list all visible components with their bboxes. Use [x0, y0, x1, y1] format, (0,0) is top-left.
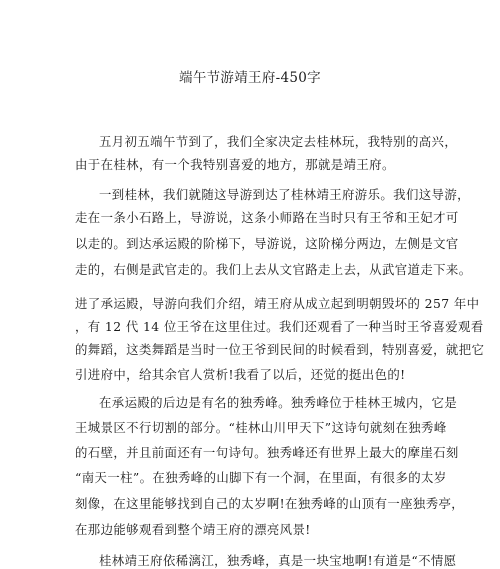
paragraph-4-line-6: 在那边能够观看到整个靖王府的漂亮风景!: [75, 522, 311, 537]
paragraph-2-line-1: 一到桂林，我们就随这导游到达了桂林靖王府游乐。我们这导游，: [99, 187, 470, 202]
paragraph-4-line-3: 的石壁，并且前面还有一句诗句。独秀峰还有世界上最大的摩崖石刻: [75, 445, 459, 460]
paragraph-4-line-5: 刻像，在这里能够找到自己的太岁啊!在独秀峰的山顶有一座独秀亭，: [75, 496, 465, 511]
paragraph-3-line-4: 引进府中，给其余官人赏析!我看了以后，还觉的挺出色的!: [75, 367, 406, 382]
paragraph-5-line-1: 桂林靖王府依稀漓江，独秀峰，真是一块宝地啊!有道是“不情愿: [99, 553, 457, 568]
paragraph-4-line-2: 王城景区不行切割的部分。“桂林山川甲天下”这诗句就刻在独秀峰: [75, 420, 447, 435]
paragraph-2-line-4: 走的，右侧是武官走的。我们上去从文官路走上去，从武官道走下来。: [75, 262, 472, 277]
paragraph-4-line-1: 在承运殿的后边是有名的独秀峰。独秀峰位于桂林王城内，它是: [99, 395, 458, 410]
document-title: 端午节游靖王府-450字: [179, 70, 321, 86]
paragraph-3-line-2: ，有 12 代 14 位王爷在这里住过。我们还观看了一种当时王爷喜爱观看: [75, 319, 484, 334]
paragraph-3-line-3: 的舞蹈，这类舞蹈是当时一位王爷到民间的时候看到，特别喜爱，就把它: [75, 342, 485, 357]
paragraph-1-line-1: 五月初五端午节到了，我们全家决定去桂林玩，我特别的高兴，: [99, 134, 458, 149]
paragraph-2-line-2: 走在一条小石路上，导游说，这条小师路在当时只有王爷和王妃才可: [75, 210, 459, 225]
paragraph-2-line-3: 以走的。到达承运殿的阶梯下，导游说，这阶梯分两边，左侧是文官: [75, 236, 459, 251]
paragraph-3-line-1: 进了承运殿，导游向我们介绍，靖王府从成立起到明朝毁坏的 257 年中: [75, 296, 480, 311]
paragraph-1-line-2: 由于在桂林，有一个我特别喜爱的地方，那就是靖王府。: [75, 157, 395, 172]
paragraph-4-line-4: “南天一柱”。在独秀峰的山脚下有一个洞，在里面，有很多的太岁: [75, 470, 447, 485]
